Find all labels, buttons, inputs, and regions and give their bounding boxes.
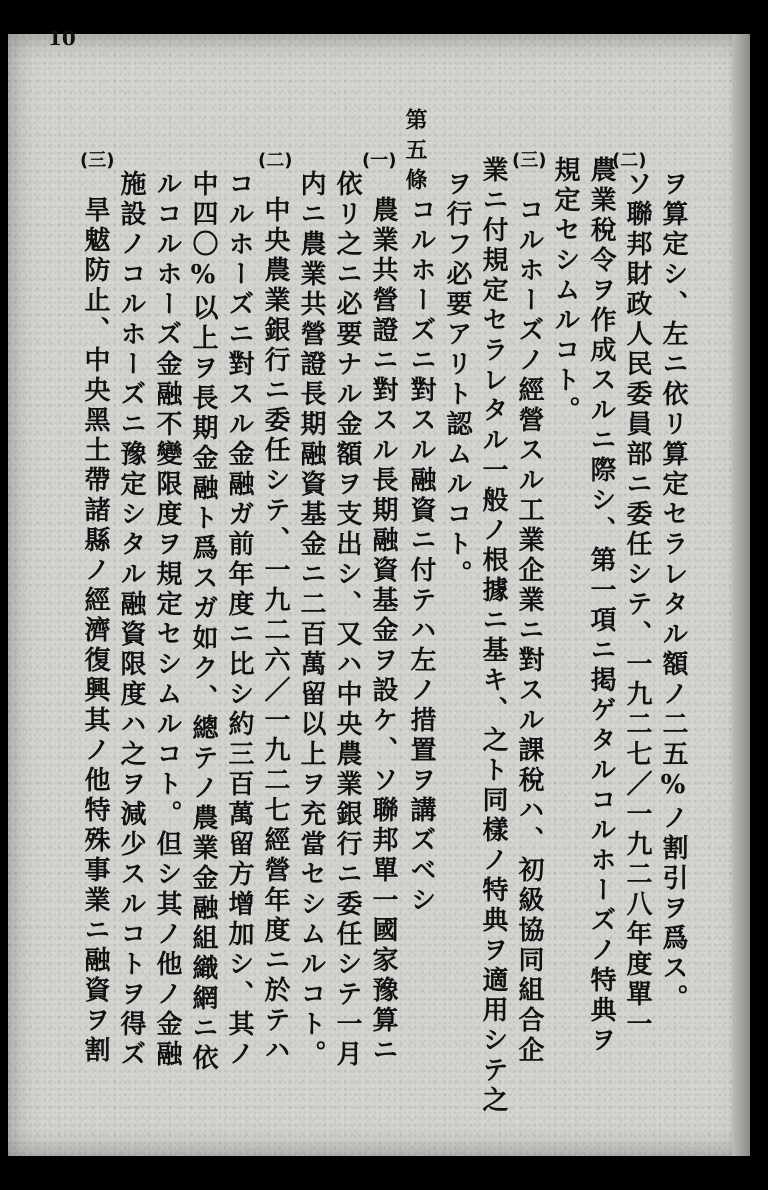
text-column: ヲ算定シ、左ニ依リ算定セラレタル額ノ二五%ノ割引ヲ爲ス。 <box>658 170 688 1014</box>
text-column: 中央農業銀行ニ委任シテ、一九二六／一九二七經營年度ニ於テハ <box>260 196 290 1066</box>
text-column: 農業共營證ニ對スル長期融資基金ヲ設ケ、ソ聯邦單一國家豫算ニ <box>368 196 398 1066</box>
text-column: ソ聯邦財政人民委員部ニ委任シテ、一九二七／一九二八年度單一 <box>622 170 652 1040</box>
section-marker: (三) <box>80 150 115 171</box>
text-column: 規定セシムルコト。 <box>550 156 580 426</box>
text-column: 農業稅令ヲ作成スルニ際シ、第一項ニ掲ゲタルコルホーズノ特典ヲ <box>586 156 616 1056</box>
text-column: コルホーズノ經營スル工業企業ニ對スル課稅ハ、初級協同組合企 <box>514 196 544 1066</box>
text-column: 中四〇%以上ヲ長期金融ト爲スガ如ク、總テノ農業金融組織網ニ依 <box>188 170 218 1074</box>
section-marker: (二) <box>258 150 293 171</box>
text-column: ヲ行フ必要アリト認ムルコト。 <box>442 170 472 590</box>
text-column: ルコルホーズ金融不變限度ヲ規定セシムルコト。但シ其ノ他ノ金融 <box>152 170 182 1070</box>
article-heading: 第五條 <box>402 108 428 198</box>
page-number: 10 <box>48 26 76 50</box>
text-column: コルホーズニ對スル金融ガ前年度ニ比シ約三百萬留方增加シ、其ノ <box>224 170 254 1070</box>
text-column: 業ニ付規定セラレタル一般ノ根據ニ基キ、之ト同樣ノ特典ヲ適用シテ之 <box>478 156 508 1116</box>
text-column: コルホーズニ對スル融資ニ付テハ左ノ措置ヲ講ズベシ <box>406 196 436 916</box>
text-column: 施設ノコルホーズニ豫定シタル融資限度ハ之ヲ減少スルコトヲ得ズ <box>116 170 146 1070</box>
text-column: 内ニ農業共營證長期融資基金ニ二百萬留以上ヲ充當セシムルコト。 <box>296 170 326 1070</box>
page-edge <box>732 34 750 1156</box>
text-column: 依リ之ニ必要ナル金額ヲ支出シ、又ハ中央農業銀行ニ委任シテ一月 <box>332 170 362 1070</box>
section-marker: (一) <box>362 150 397 171</box>
text-column: 旱魃防止、中央黑土帶諸縣ノ經濟復興其ノ他特殊事業ニ融資ヲ割 <box>80 196 110 1066</box>
section-marker: (二) <box>612 150 647 171</box>
section-marker: (三) <box>512 150 547 171</box>
